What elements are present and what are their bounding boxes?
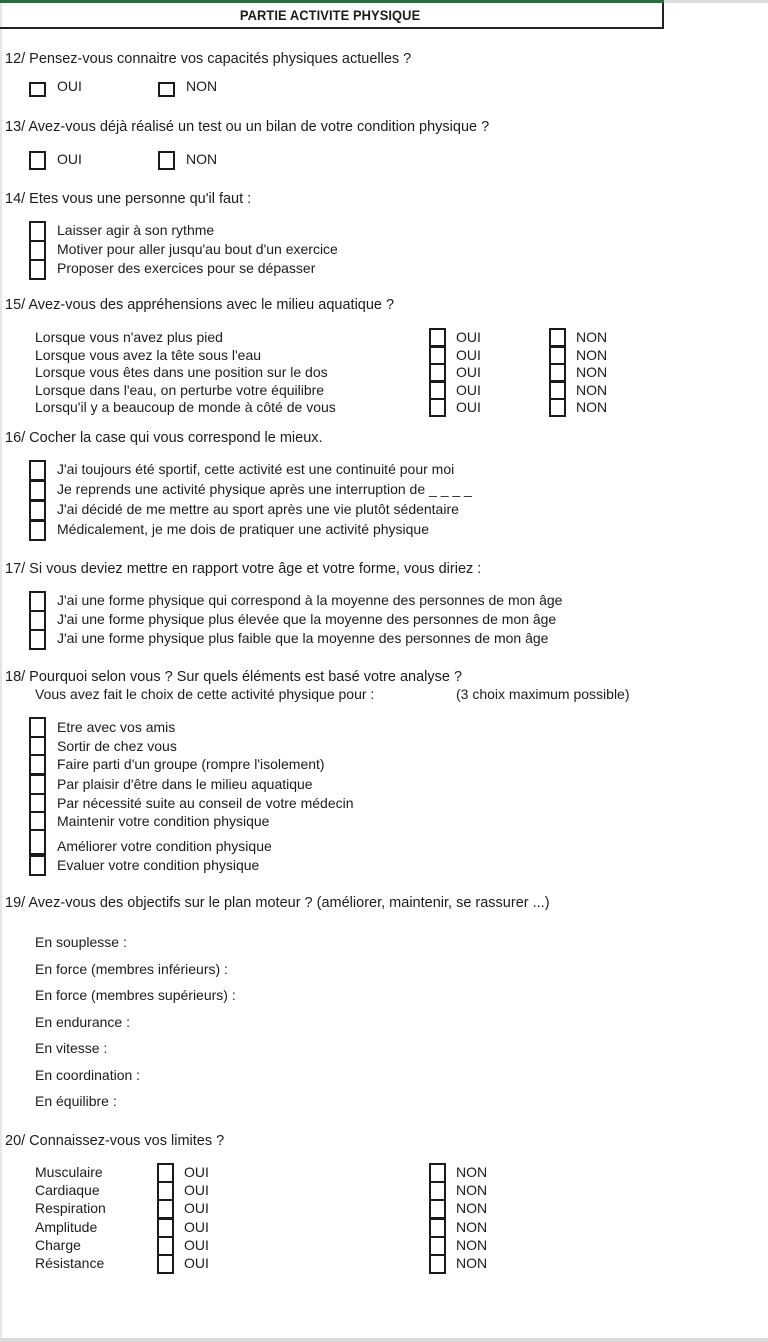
q20-oui-label: OUI — [184, 1236, 209, 1253]
q19-field-label: En endurance : — [35, 1013, 130, 1030]
q20-row-label: Charge — [35, 1236, 81, 1253]
q20-non-checkbox[interactable] — [429, 1181, 446, 1201]
page-edge-bottom — [0, 1338, 768, 1342]
q20-non-checkbox[interactable] — [429, 1218, 446, 1238]
q13-non-label: NON — [186, 151, 218, 167]
q20-oui-label: OUI — [184, 1255, 209, 1271]
q14-option-checkbox[interactable] — [29, 221, 46, 242]
q15-oui-checkbox[interactable] — [429, 363, 446, 382]
q17-option-checkbox[interactable] — [29, 591, 46, 612]
q20-row-label: Cardiaque — [35, 1182, 100, 1199]
q20-oui-label: OUI — [184, 1164, 209, 1180]
q15-oui-checkbox[interactable] — [429, 328, 446, 347]
q20-row-label: Amplitude — [35, 1218, 98, 1235]
q19-field-label: En force (membres supérieurs) : — [35, 987, 236, 1003]
q14-option-label: Motiver pour aller jusqu'au bout d'un exercice — [57, 241, 338, 257]
q20-oui-label: OUI — [184, 1182, 209, 1199]
q20-oui-checkbox[interactable] — [157, 1236, 174, 1256]
q20-non-label: NON — [456, 1236, 488, 1253]
q20-oui-checkbox[interactable] — [157, 1218, 174, 1238]
q12-oui-label: OUI — [57, 78, 82, 94]
q15-oui-checkbox[interactable] — [429, 398, 446, 417]
q15-oui-checkbox[interactable] — [429, 381, 446, 400]
q19-field-label: En équilibre : — [35, 1093, 117, 1109]
q16-option-label: Médicalement, je me dois de pratiquer une activité physique — [57, 521, 429, 537]
q15-non-checkbox[interactable] — [549, 328, 566, 347]
q16-option-label: J'ai décidé de me mettre au sport après une vie plutôt sédentaire — [57, 501, 459, 517]
q13-non-checkbox[interactable] — [158, 151, 175, 170]
q15-non-checkbox[interactable] — [549, 346, 566, 365]
q15-non-checkbox[interactable] — [549, 398, 566, 417]
q15-non-label: NON — [576, 381, 608, 398]
q14-option-label: Laisser agir à son rythme — [57, 222, 215, 238]
q19-field-label: En coordination : — [35, 1066, 141, 1083]
q14-option-checkbox[interactable] — [29, 240, 46, 261]
q15-oui-checkbox[interactable] — [429, 346, 446, 365]
q18-option-checkbox[interactable] — [29, 855, 46, 876]
q15-non-label: NON — [576, 346, 608, 363]
q20-row-label: Résistance — [35, 1255, 105, 1271]
q18-option-label: Améliorer votre condition physique — [57, 838, 272, 854]
q20-non-label: NON — [456, 1218, 488, 1235]
q19-field-label: En force (membres inférieurs) : — [35, 960, 228, 977]
q15-oui-label: OUI — [456, 364, 481, 380]
q18-option-label: Faire parti d'un groupe (rompre l'isolement) — [57, 756, 325, 772]
q18-note: (3 choix maximum possible) — [456, 686, 630, 702]
q13-question: 13/ Avez-vous déjà réalisé un test ou un bilan de votre condition physique ? — [5, 119, 490, 135]
q19-question: 19/ Avez-vous des objectifs sur le plan moteur ? (améliorer, maintenir, se rassurer ...) — [5, 895, 550, 911]
q18-option-label: Maintenir votre condition physique — [57, 813, 270, 829]
q20-oui-checkbox[interactable] — [157, 1181, 174, 1201]
q15-oui-label: OUI — [456, 346, 481, 363]
top-bar-grey — [664, 0, 768, 3]
q20-non-label: NON — [456, 1164, 488, 1180]
q16-option-checkbox[interactable] — [29, 480, 46, 501]
q12-question: 12/ Pensez-vous connaitre vos capacités physiques actuelles ? — [5, 51, 412, 67]
q15-row-label: Lorsque vous n'avez plus pied — [35, 329, 223, 345]
q20-row-label: Musculaire — [35, 1164, 103, 1180]
q20-non-label: NON — [456, 1200, 488, 1217]
q20-non-checkbox[interactable] — [429, 1199, 446, 1219]
q15-question: 15/ Avez-vous des appréhensions avec le milieu aquatique ? — [5, 297, 395, 313]
q15-oui-label: OUI — [456, 399, 481, 415]
q14-question: 14/ Etes vous une personne qu'il faut : — [5, 191, 252, 207]
q16-option-label: J'ai toujours été sportif, cette activité est une continuité pour moi — [57, 461, 455, 477]
q17-option-checkbox[interactable] — [29, 610, 46, 631]
q20-row-label: Respiration — [35, 1200, 106, 1217]
q20-non-label: NON — [456, 1255, 488, 1271]
q18-subtitle: Vous avez fait le choix de cette activité physique pour : — [35, 686, 375, 702]
q15-non-label: NON — [576, 329, 608, 345]
q18-option-checkbox[interactable] — [29, 754, 46, 775]
q20-oui-checkbox[interactable] — [157, 1163, 174, 1183]
q18-option-label: Sortir de chez vous — [57, 738, 177, 754]
q14-option-checkbox[interactable] — [29, 259, 46, 280]
q18-option-label: Evaluer votre condition physique — [57, 857, 260, 873]
q12-non-label: NON — [186, 78, 218, 94]
q15-row-label: Lorsque vous avez la tête sous l'eau — [35, 346, 262, 363]
q18-option-label: Par plaisir d'être dans le milieu aquatique — [57, 776, 313, 792]
q13-oui-label: OUI — [57, 151, 82, 167]
q13-oui-checkbox[interactable] — [29, 151, 46, 170]
q20-non-checkbox[interactable] — [429, 1236, 446, 1256]
q14-option-label: Proposer des exercices pour se dépasser — [57, 260, 316, 276]
q16-option-checkbox[interactable] — [29, 500, 46, 521]
q15-non-label: NON — [576, 364, 608, 380]
section-title: PARTIE ACTIVITE PHYSIQUE — [239, 7, 421, 23]
q15-non-label: NON — [576, 399, 608, 415]
q16-option-label: Je reprends une activité physique après une interruption de _ _ _ _ — [57, 481, 472, 497]
q20-oui-label: OUI — [184, 1200, 209, 1217]
q18-option-checkbox[interactable] — [29, 829, 46, 855]
q15-non-checkbox[interactable] — [549, 381, 566, 400]
q20-question: 20/ Connaissez-vous vos limites ? — [5, 1133, 225, 1149]
q20-non-label: NON — [456, 1182, 488, 1199]
q17-option-label: J'ai une forme physique qui correspond à la moyenne des personnes de mon âge — [57, 592, 563, 608]
q16-option-checkbox[interactable] — [29, 460, 46, 481]
q17-option-label: J'ai une forme physique plus faible que la moyenne des personnes de mon âge — [57, 630, 549, 646]
q20-non-checkbox[interactable] — [429, 1254, 446, 1274]
section-header — [0, 3, 664, 29]
q15-row-label: Lorsque vous êtes dans une position sur le dos — [35, 364, 328, 380]
q18-option-label: Etre avec vos amis — [57, 719, 176, 735]
q20-oui-checkbox[interactable] — [157, 1254, 174, 1274]
q15-oui-label: OUI — [456, 329, 481, 345]
q18-option-label: Par nécessité suite au conseil de votre médecin — [57, 795, 354, 811]
q17-option-label: J'ai une forme physique plus élevée que la moyenne des personnes de mon âge — [57, 611, 557, 627]
q20-oui-label: OUI — [184, 1218, 209, 1235]
q12-non-checkbox[interactable] — [158, 82, 175, 97]
q18-option-checkbox[interactable] — [29, 774, 46, 795]
q16-question: 16/ Cocher la case qui vous correspond le mieux. — [5, 430, 323, 446]
q19-field-label: En souplesse : — [35, 934, 127, 950]
q17-option-checkbox[interactable] — [29, 629, 46, 650]
q18-question: 18/ Pourquoi selon vous ? Sur quels éléments est basé votre analyse ? — [5, 669, 463, 685]
q20-oui-checkbox[interactable] — [157, 1199, 174, 1219]
q12-oui-checkbox[interactable] — [29, 82, 46, 97]
q15-oui-label: OUI — [456, 381, 481, 398]
q15-non-checkbox[interactable] — [549, 363, 566, 382]
q17-question: 17/ Si vous deviez mettre en rapport votre âge et votre forme, vous diriez : — [5, 561, 482, 577]
page-edge — [0, 0, 2, 1342]
q15-row-label: Lorsque dans l'eau, on perturbe votre équilibre — [35, 381, 325, 398]
q19-field-label: En vitesse : — [35, 1040, 108, 1056]
q20-non-checkbox[interactable] — [429, 1163, 446, 1183]
q16-option-checkbox[interactable] — [29, 520, 46, 541]
q15-row-label: Lorsqu'il y a beaucoup de monde à côté de vous — [35, 399, 336, 415]
q18-option-checkbox[interactable] — [29, 717, 46, 738]
